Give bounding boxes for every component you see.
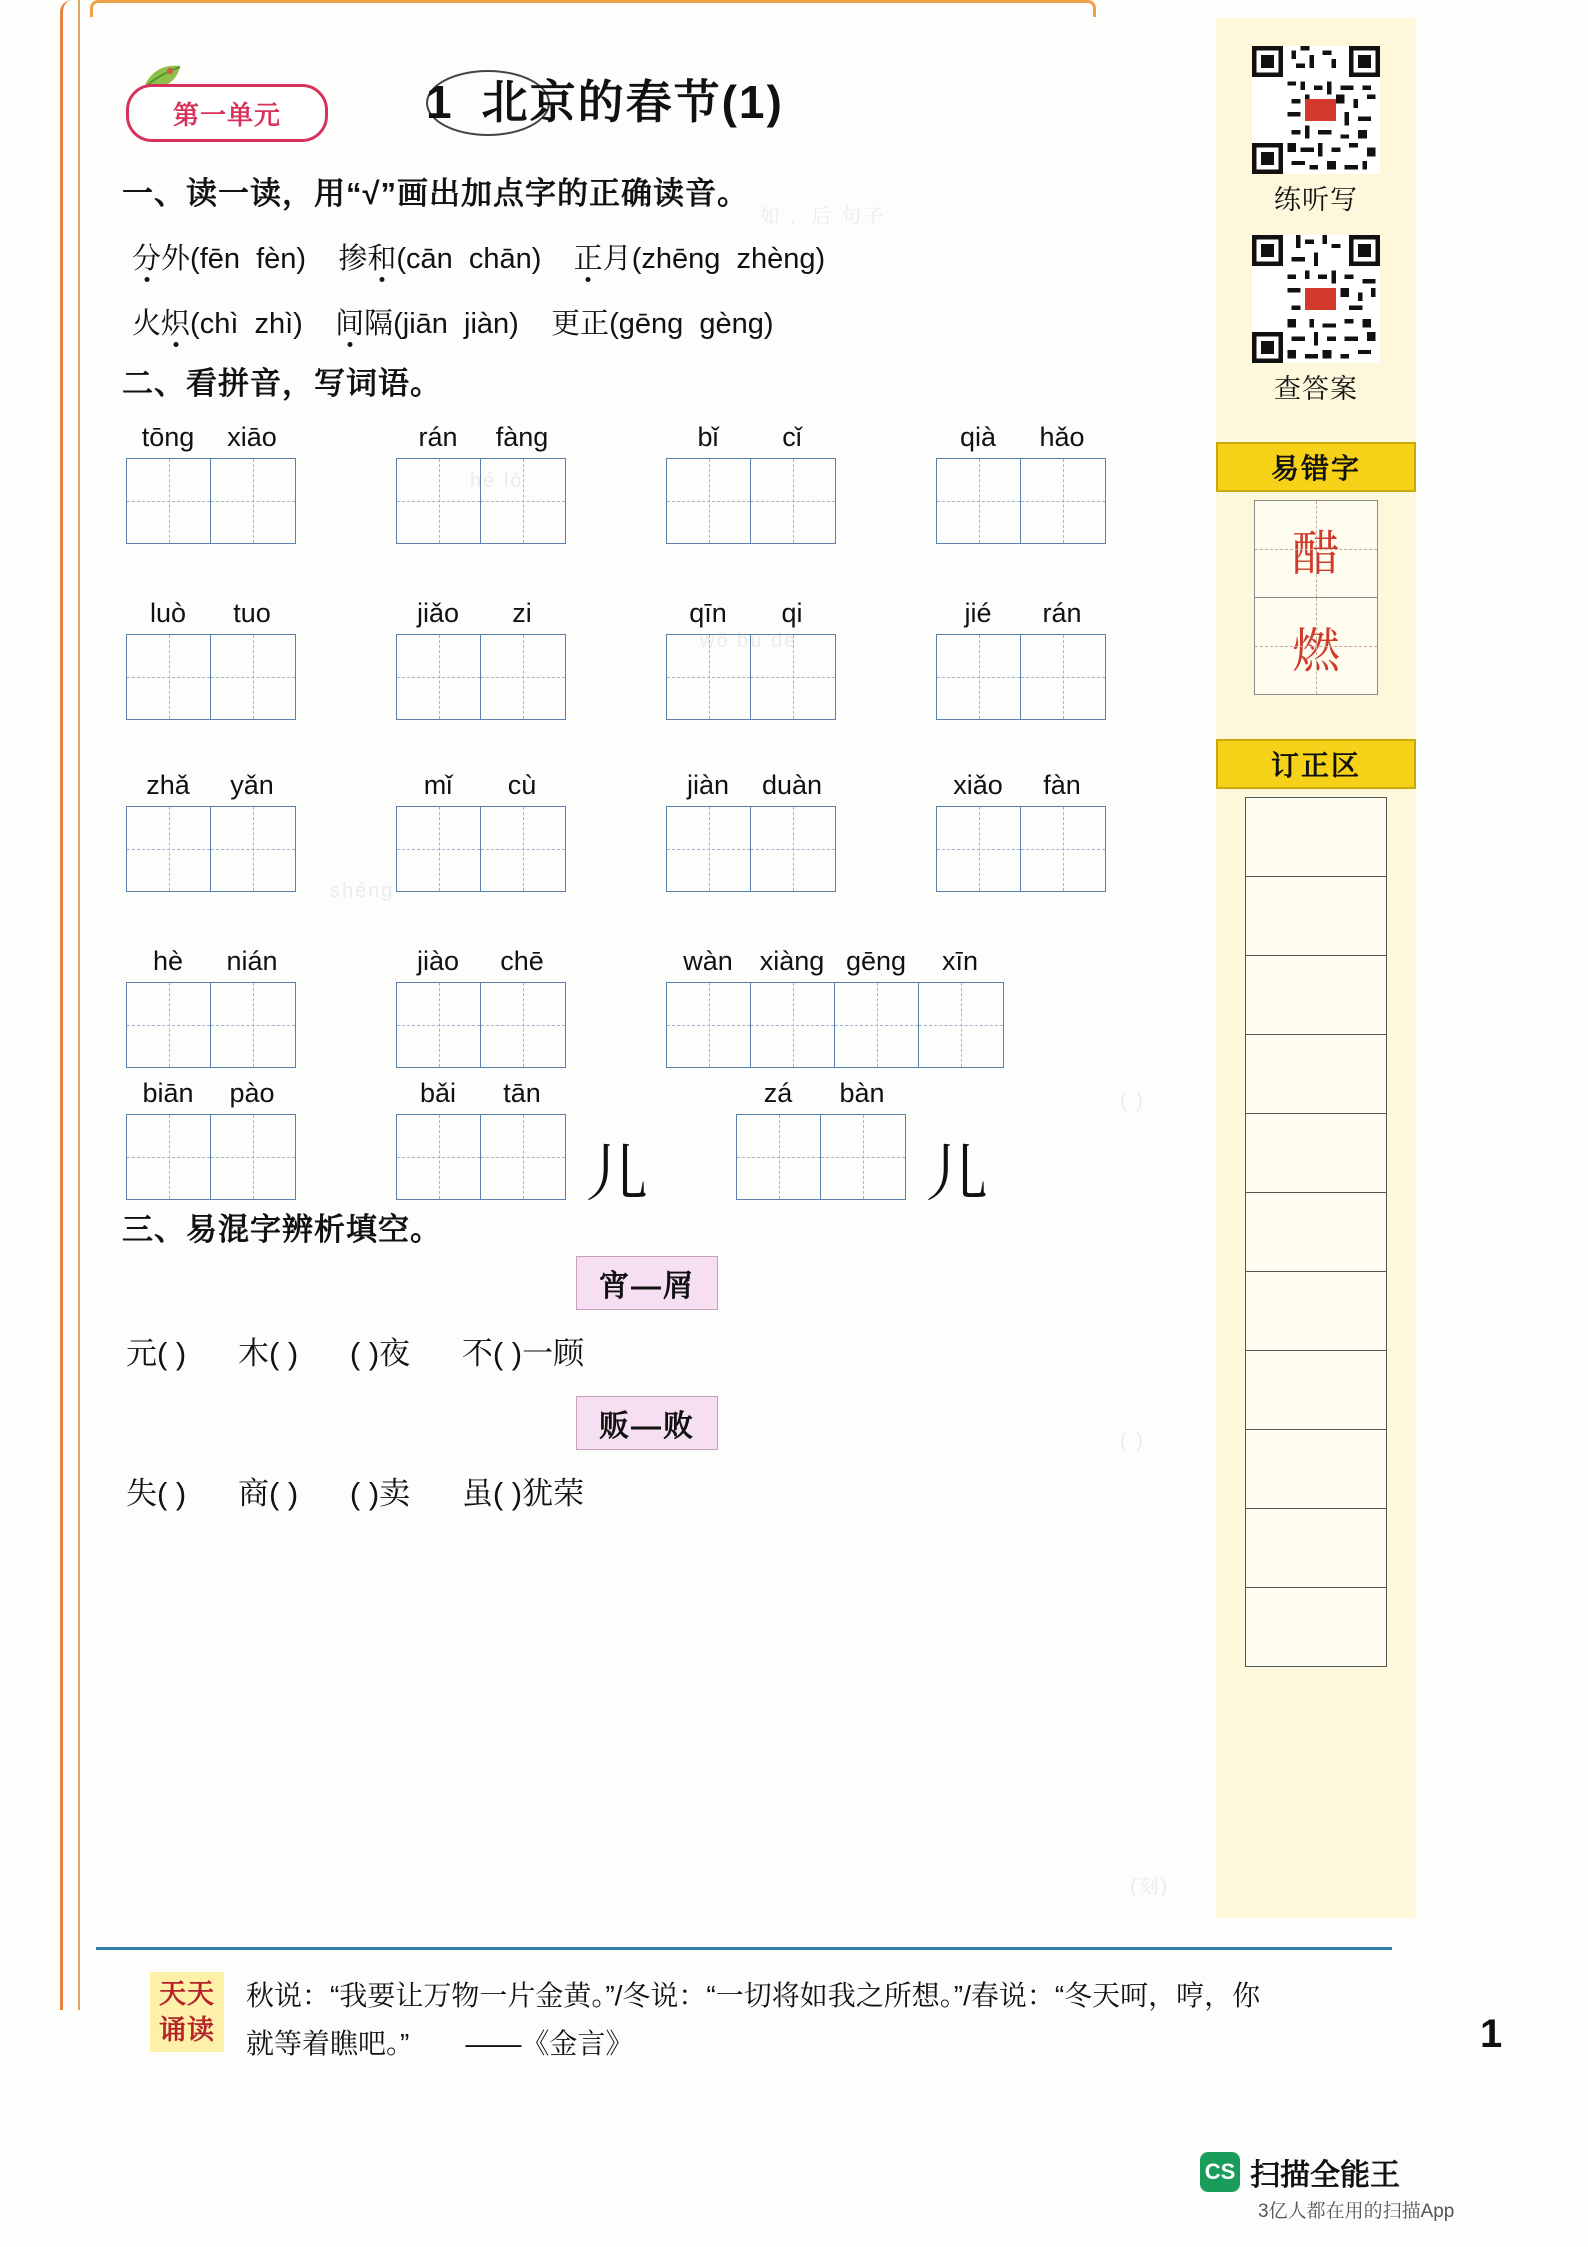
word-group	[736, 1078, 989, 1209]
correction-cell[interactable]	[1246, 1272, 1386, 1351]
qr-answers-caption: 查答案	[1274, 374, 1358, 404]
correction-area-box[interactable]	[1245, 797, 1387, 1667]
tianzige-cell[interactable]	[1021, 807, 1105, 891]
tianzige-grid[interactable]	[666, 634, 836, 720]
pinyin-syllable: bǎi	[419, 1078, 457, 1108]
correction-cell[interactable]	[1246, 1193, 1386, 1272]
pinyin-syllable: yǎn	[230, 770, 274, 800]
pinyin-syllable: qi	[781, 598, 803, 628]
pinyin-row	[666, 946, 1004, 977]
tianzige-cell[interactable]	[751, 983, 835, 1067]
er-suffix-char: 儿	[586, 1140, 649, 1209]
fill-item[interactable]: 虽( )犹荣	[461, 1476, 585, 1511]
pinyin-syllable: chē	[500, 946, 544, 976]
pinyin-row	[396, 1078, 566, 1109]
tianzige-cell[interactable]	[211, 983, 295, 1067]
section-1-line-1: 分外(fēn fèn) 掺和(cān chān) 正月(zhēng zhèng)	[132, 243, 826, 275]
word-group	[936, 598, 1106, 720]
tianzige-grid[interactable]	[666, 982, 1004, 1068]
tianzige-cell[interactable]	[211, 807, 295, 891]
daily-reading-badge-line2: 诵读	[159, 2015, 215, 2045]
fill-item[interactable]: 失( )	[126, 1476, 187, 1511]
word-group	[396, 770, 566, 892]
pinyin-syllable: zhǎ	[146, 770, 190, 800]
word-group	[126, 770, 296, 892]
qr-code-answers[interactable]	[1252, 235, 1380, 363]
qr-dictation-caption: 练听写	[1274, 185, 1358, 215]
daily-reading-quote: 秋说：“我要让万物一片金黄。”/冬说：“一切将如我之所想。”/春说：“冬天呵，哼，你就等着瞧吧。” ——《金言》	[246, 1980, 1261, 2059]
correction-cell[interactable]	[1246, 1035, 1386, 1114]
tianzige-cell[interactable]	[127, 807, 211, 891]
pinyin-row	[666, 770, 836, 801]
tianzige-cell[interactable]	[667, 983, 751, 1067]
tianzige-cell[interactable]	[751, 459, 835, 543]
pinyin-syllable: cǐ	[782, 422, 802, 452]
tianzige-grid[interactable]	[396, 982, 566, 1068]
section-1-line-2: 火炽(chì zhì) 间隔(jiān jiàn) 更正(gēng gèng)	[132, 308, 774, 340]
pinyin-options[interactable]: (jiān jiàn)	[393, 308, 519, 340]
pinyin-options[interactable]: (zhēng zhèng)	[631, 243, 826, 275]
correction-cell[interactable]	[1246, 798, 1386, 877]
pinyin-syllable: xiàng	[759, 946, 825, 976]
daily-reading-badge	[150, 1972, 224, 2052]
sidebar	[1216, 18, 1416, 1918]
tianzige-grid[interactable]	[936, 458, 1106, 544]
pinyin-syllable: bàn	[839, 1078, 885, 1108]
pinyin-syllable: jié	[964, 598, 992, 628]
camscanner-logo-icon: CS	[1200, 2152, 1240, 2192]
tianzige-cell[interactable]	[667, 635, 751, 719]
word-group	[666, 770, 836, 892]
correction-cell[interactable]	[1246, 1430, 1386, 1509]
tianzige-grid[interactable]	[936, 634, 1106, 720]
er-suffix-char: 儿	[926, 1140, 989, 1209]
ghost-text: wǒ bù de	[700, 630, 798, 652]
tianzige-grid[interactable]	[396, 458, 566, 544]
tianzige-cell[interactable]	[397, 983, 481, 1067]
pinyin-syllable: luò	[149, 598, 187, 628]
dotted-char: 分	[132, 243, 162, 275]
dotted-char: 炽	[161, 308, 191, 340]
ghost-text: ( )	[1120, 1090, 1145, 1112]
pinyin-row	[936, 422, 1106, 453]
fill-item[interactable]: 木( )	[237, 1336, 299, 1371]
fill-item[interactable]: 商( )	[237, 1476, 299, 1511]
pinyin-syllable: pào	[229, 1078, 275, 1108]
pinyin-options[interactable]: (gēng gèng)	[609, 308, 774, 340]
tianzige-cell[interactable]	[919, 983, 1003, 1067]
pinyin-row	[126, 770, 296, 801]
word-group	[126, 422, 296, 544]
tianzige-grid[interactable]	[126, 982, 296, 1068]
tianzige-cell[interactable]	[211, 635, 295, 719]
lesson-title: 北京的春节(1)	[481, 76, 784, 128]
page-number: 1	[1480, 2012, 1503, 2056]
tianzige-cell[interactable]	[481, 983, 565, 1067]
pinyin-syllable: tuo	[233, 598, 271, 628]
pinyin-row	[126, 1078, 296, 1109]
word-group	[126, 1078, 296, 1200]
qr-dictation-icon	[1252, 46, 1380, 174]
word-group	[936, 770, 1106, 892]
tianzige-cell[interactable]	[1021, 635, 1105, 719]
correction-cell[interactable]	[1246, 956, 1386, 1035]
tianzige-cell[interactable]	[737, 1115, 821, 1199]
ghost-text: hé lǒ	[470, 470, 524, 492]
tianzige-grid[interactable]	[126, 806, 296, 892]
pinyin-syllable: gēng	[845, 946, 907, 976]
dotted-char: 和	[367, 243, 397, 275]
pinyin-row	[396, 770, 566, 801]
tianzige-grid[interactable]	[126, 458, 296, 544]
pinyin-syllable: jiàn	[686, 770, 730, 800]
confusable-tag-2: 贩—败	[576, 1396, 718, 1450]
correction-cell[interactable]	[1246, 1509, 1386, 1588]
pinyin-options[interactable]: (chì zhì)	[190, 308, 303, 340]
tianzige-grid[interactable]	[396, 634, 566, 720]
qr-answers-icon	[1252, 235, 1380, 363]
daily-reading-badge-line1: 天天	[159, 1979, 215, 2009]
correction-cell[interactable]	[1246, 877, 1386, 956]
tianzige-cell[interactable]	[211, 1115, 295, 1199]
dotted-char: 更	[551, 308, 581, 340]
section-2-heading: 二、看拼音，写词语。	[122, 366, 442, 401]
pinyin-row	[126, 598, 296, 629]
pinyin-row	[736, 1078, 906, 1109]
pinyin-syllable: cù	[507, 770, 537, 800]
tianzige-grid[interactable]	[936, 806, 1106, 892]
pinyin-syllable: zi	[512, 598, 532, 628]
word-group	[126, 598, 296, 720]
tianzige-cell[interactable]	[481, 459, 565, 543]
pinyin-syllable: rán	[418, 422, 458, 452]
tianzige-grid[interactable]	[396, 806, 566, 892]
confusable-tag-1: 宵—屑	[576, 1256, 718, 1310]
error-char-cell: 醋	[1255, 501, 1377, 598]
tianzige-cell[interactable]	[835, 983, 919, 1067]
tianzige-cell[interactable]	[127, 459, 211, 543]
tianzige-cell[interactable]	[937, 635, 1021, 719]
tianzige-cell[interactable]	[397, 459, 481, 543]
tianzige-cell[interactable]	[667, 807, 751, 891]
tianzige-cell[interactable]	[481, 807, 565, 891]
tianzige-cell[interactable]	[127, 635, 211, 719]
confusable-row-2	[126, 1468, 584, 1513]
confusable-row-1	[126, 1328, 584, 1373]
dotted-char: 间	[335, 308, 365, 340]
word-group	[126, 946, 296, 1068]
word-group	[666, 422, 836, 544]
tianzige-cell[interactable]	[127, 1115, 211, 1199]
pinyin-row	[126, 422, 296, 453]
pinyin-row	[936, 598, 1106, 629]
pinyin-syllable: xiāo	[227, 422, 277, 452]
pinyin-row	[666, 422, 836, 453]
word-group	[396, 422, 566, 544]
lesson-number: 1	[426, 76, 454, 128]
pinyin-syllable: bǐ	[697, 422, 719, 452]
tianzige-cell[interactable]	[397, 807, 481, 891]
unit-badge: 第一单元	[126, 84, 328, 142]
pinyin-syllable: wàn	[683, 946, 733, 976]
pinyin-syllable: rán	[1042, 598, 1082, 628]
tianzige-cell[interactable]	[937, 459, 1021, 543]
error-chars-title: 易错字	[1216, 442, 1416, 492]
tianzige-grid[interactable]	[666, 458, 836, 544]
pinyin-row	[396, 946, 566, 977]
pinyin-syllable: hè	[152, 946, 184, 976]
section-3-heading: 三、易混字辨析填空。	[122, 1212, 442, 1247]
camscanner-tagline: 3亿人都在用的扫描App	[1258, 2201, 1455, 2222]
fill-item[interactable]: ( )夜	[349, 1336, 411, 1371]
pinyin-syllable: fàng	[495, 422, 549, 452]
tianzige-cell[interactable]	[1021, 459, 1105, 543]
pinyin-syllable: qīn	[689, 598, 727, 628]
pinyin-syllable: hǎo	[1039, 422, 1085, 452]
ghost-text: ( )	[1120, 1430, 1145, 1452]
tianzige-grid[interactable]	[666, 806, 836, 892]
scanner-watermark	[1200, 2150, 1400, 2194]
qr-code-dictation[interactable]	[1252, 46, 1380, 174]
pinyin-syllable: biān	[142, 1078, 194, 1108]
camscanner-name: 扫描全能王	[1250, 2159, 1400, 2192]
pinyin-syllable: tān	[503, 1078, 541, 1108]
tianzige-grid[interactable]	[396, 1114, 566, 1200]
tianzige-cell[interactable]	[481, 1115, 565, 1199]
correction-cell[interactable]	[1246, 1114, 1386, 1193]
pinyin-syllable: nián	[226, 946, 278, 976]
ghost-text: (刻)	[1130, 1876, 1170, 1898]
pinyin-row	[666, 598, 836, 629]
pinyin-options[interactable]: (fēn fèn)	[190, 243, 307, 275]
pinyin-syllable: tōng	[141, 422, 195, 452]
page-edge-left-inner	[78, 0, 86, 2010]
pinyin-row	[396, 598, 566, 629]
pinyin-row	[936, 770, 1106, 801]
pinyin-syllable: mǐ	[423, 770, 453, 800]
pinyin-syllable: duàn	[761, 770, 823, 800]
tianzige-cell[interactable]	[397, 1115, 481, 1199]
error-char-cell: 燃	[1255, 598, 1377, 694]
word-group	[396, 1078, 649, 1209]
ghost-text: 如 ，后 句子	[760, 206, 886, 228]
pinyin-syllable: xīn	[941, 946, 979, 976]
tianzige-cell[interactable]	[211, 459, 295, 543]
tianzige-cell[interactable]	[751, 635, 835, 719]
pinyin-syllable: zá	[763, 1078, 793, 1108]
page-title	[426, 66, 1066, 132]
pinyin-row	[396, 422, 566, 453]
tianzige-cell[interactable]	[751, 807, 835, 891]
pinyin-options[interactable]: (cān chān)	[396, 243, 542, 275]
tianzige-grid[interactable]	[736, 1114, 906, 1200]
word-group	[396, 946, 566, 1068]
ghost-text: shéng	[330, 880, 395, 902]
pinyin-syllable: jiào	[416, 946, 460, 976]
tianzige-cell[interactable]	[397, 635, 481, 719]
error-chars-box	[1254, 500, 1378, 695]
tianzige-grid[interactable]	[126, 1114, 296, 1200]
tianzige-cell[interactable]	[821, 1115, 905, 1199]
word-group	[666, 598, 836, 720]
pinyin-syllable: jiǎo	[416, 598, 460, 628]
fill-item[interactable]: ( )卖	[349, 1476, 411, 1511]
pinyin-syllable: xiǎo	[953, 770, 1003, 800]
tianzige-grid[interactable]	[126, 634, 296, 720]
pinyin-syllable: qià	[959, 422, 997, 452]
tianzige-cell[interactable]	[481, 635, 565, 719]
fill-item[interactable]: 不( )一顾	[461, 1336, 585, 1371]
section-1-heading: 一、读一读，用“√”画出加点字的正确读音。	[122, 176, 750, 211]
footer-divider	[96, 1947, 1392, 1950]
correction-cell[interactable]	[1246, 1351, 1386, 1430]
fill-item[interactable]: 元( )	[126, 1336, 187, 1371]
pinyin-row	[126, 946, 296, 977]
page-edge-top	[90, 0, 1096, 17]
tianzige-cell[interactable]	[937, 807, 1021, 891]
word-group	[666, 946, 1004, 1068]
tianzige-cell[interactable]	[127, 983, 211, 1067]
word-group	[936, 422, 1106, 544]
correction-cell[interactable]	[1246, 1588, 1386, 1666]
tianzige-cell[interactable]	[667, 459, 751, 543]
correction-area-title: 订正区	[1216, 739, 1416, 789]
word-group	[396, 598, 566, 720]
pinyin-syllable: fàn	[1043, 770, 1081, 800]
dotted-char: 正	[573, 243, 603, 275]
